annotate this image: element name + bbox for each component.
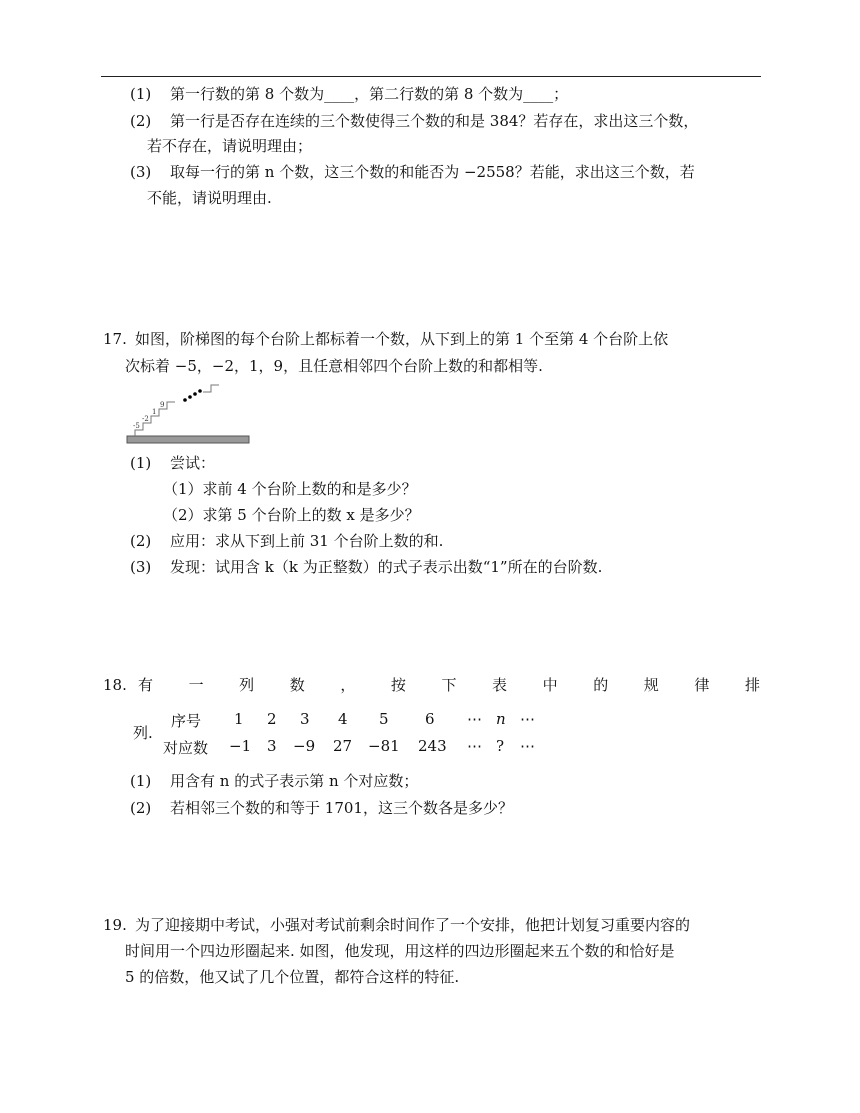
table-cell: 3	[267, 737, 277, 755]
table-cell: 4	[338, 710, 348, 728]
q18-p1-text: 用含有 n 的式子表示第 n 个对应数；	[170, 772, 419, 790]
q19-stem-cont2: 5 的倍数，他又试了几个位置，都符合这样的特征.	[125, 968, 460, 986]
table-cell: ?	[496, 737, 505, 755]
q18-char: ，	[340, 676, 356, 694]
q17-p3-number: (3)	[130, 558, 152, 576]
table-cell: 3	[300, 710, 310, 728]
q19-stem-cont: 时间用一个四边形圈起来. 如图，他发现，用这样的四边形圈起来五个数的和恰好是	[125, 942, 675, 960]
q18-char: 规	[643, 676, 659, 694]
table-cell: −9	[293, 737, 316, 755]
q16-p2-text-cont: 若不存在，请说明理由；	[147, 137, 313, 155]
table-cell: 6	[425, 710, 435, 728]
q18-number: 18.	[103, 676, 127, 694]
ellipsis-dot	[188, 395, 192, 399]
q17-number: 17.	[103, 330, 127, 348]
table-cell: ⋯	[467, 737, 482, 755]
q17-p2-number: (2)	[130, 532, 152, 550]
q17-p3-text: 发现：试用含 k（k 为正整数）的式子表示出数“1”所在的台阶数.	[170, 558, 603, 576]
q18-char: 有	[138, 676, 154, 694]
table-cell: −1	[229, 737, 252, 755]
q18-char: 表	[492, 676, 508, 694]
q16-p3-text: 取每一行的第 n 个数，这三个数的和能否为 −2558？若能，求出这三个数，若	[170, 163, 695, 181]
ellipsis-dot	[198, 389, 202, 393]
q18-stem-spaced	[138, 674, 760, 696]
q17-stem: 如图，阶梯图的每个台阶上都标着一个数，从下到上的第 1 个至第 4 个台阶上依	[135, 330, 669, 348]
q16-p2-number: (2)	[130, 112, 152, 130]
q19-stem: 为了迎接期中考试，小强对考试前剩余时间作了一个安排，他把计划复习重要内容的	[135, 916, 691, 934]
q17-p1-sub-a: （1）求前 4 个台阶上数的和是多少？	[163, 480, 417, 498]
q16-p3-number: (3)	[130, 163, 152, 181]
q18-char: 中	[542, 676, 558, 694]
q18-char: 一	[188, 676, 204, 694]
table-cell: n	[496, 710, 506, 728]
q16-p1-text: 第一行数的第 8 个数为____，第二行数的第 8 个数为____；	[170, 85, 569, 103]
table-cell: 27	[333, 737, 353, 755]
table-cell: 5	[379, 710, 389, 728]
q16-p3-text-cont: 不能，请说明理由.	[147, 189, 272, 207]
q16-p1-number: (1)	[130, 85, 152, 103]
q18-char: 按	[390, 676, 406, 694]
q18-p2-number: (2)	[130, 799, 152, 817]
stair-label: 9	[160, 401, 165, 409]
table-cell: ⋯	[467, 710, 482, 728]
q17-p1-sub-b: （2）求第 5 个台阶上的数 x 是多少？	[163, 506, 420, 524]
ellipsis-dot	[193, 392, 197, 396]
stair-label: -5	[133, 422, 140, 430]
q17-p1-text: 尝试：	[170, 454, 216, 472]
q18-char: 数	[289, 676, 305, 694]
q18-char: 的	[593, 676, 609, 694]
q17-p2-text: 应用：求从下到上前 31 个台阶上数的和.	[170, 532, 444, 550]
staircase-figure	[125, 376, 255, 446]
table-row-label: 对应数	[163, 739, 209, 757]
header-rule	[101, 76, 761, 77]
q18-char: 下	[441, 676, 457, 694]
stair-label: -2	[142, 415, 149, 423]
q18-stem-tail: 列.	[133, 724, 153, 742]
table-cell: −81	[368, 737, 400, 755]
stair-label: 1	[152, 408, 157, 416]
ellipsis-dot	[183, 398, 187, 402]
q18-p2-text: 若相邻三个数的和等于 1701，这三个数各是多少？	[170, 799, 513, 817]
table-row-label: 序号	[171, 712, 202, 730]
q18-char: 律	[694, 676, 710, 694]
q17-stem-cont: 次标着 −5，−2，1，9，且任意相邻四个台阶上数的和都相等.	[125, 357, 543, 375]
q18-char: 排	[744, 676, 760, 694]
table-cell: 2	[267, 710, 277, 728]
q18-p1-number: (1)	[130, 772, 152, 790]
table-cell: ⋯	[520, 737, 535, 755]
q18-char: 列	[239, 676, 255, 694]
table-cell: ⋯	[520, 710, 535, 728]
table-cell: 243	[418, 737, 447, 755]
q17-p1-number: (1)	[130, 454, 152, 472]
q19-number: 19.	[103, 916, 127, 934]
table-cell: 1	[234, 710, 244, 728]
q16-p2-text: 第一行是否存在连续的三个数使得三个数的和是 384？若存在，求出这三个数，	[170, 112, 699, 130]
stair-outline-top	[203, 385, 219, 392]
ground-bar	[127, 436, 249, 443]
